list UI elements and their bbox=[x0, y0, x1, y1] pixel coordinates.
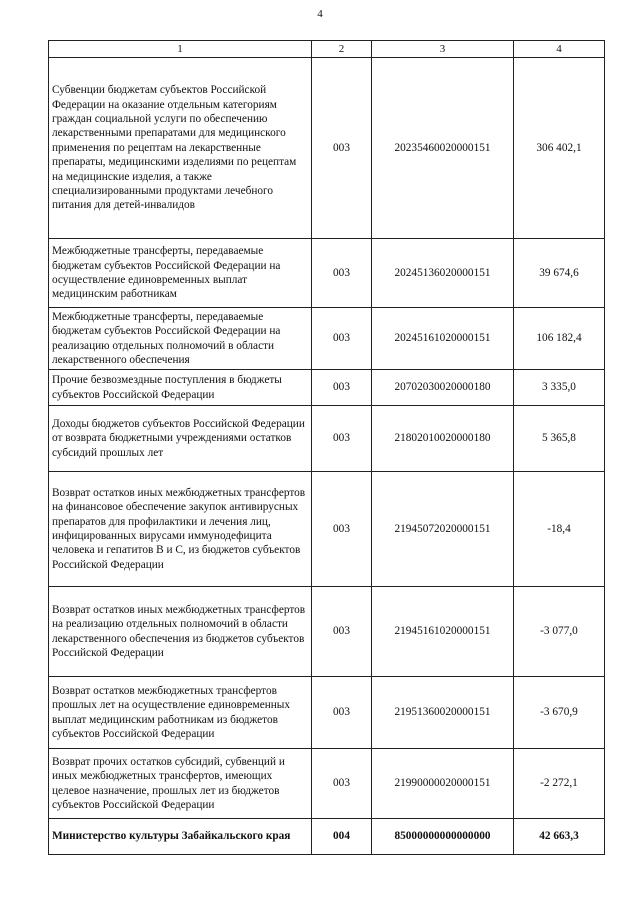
table-row bbox=[49, 749, 605, 819]
row-description: Возврат прочих остатков субсидий, субвенций и иных межбюджетных трансфертов, имеющих целевое назначение, прошлых лет из бюджетов субъектов Российской Федерации bbox=[49, 749, 312, 819]
row-code: 003 bbox=[312, 587, 372, 677]
row-kbk: 20245161020000151 bbox=[372, 308, 514, 370]
row-code: 003 bbox=[312, 749, 372, 819]
row-kbk: 20245136020000151 bbox=[372, 239, 514, 308]
row-amount: -3 670,9 bbox=[514, 677, 605, 749]
row-description: Межбюджетные трансферты, передаваемые бюджетам субъектов Российской Федерации на реализацию отдельных полномочий в области лекарственного обеспечения bbox=[49, 308, 312, 370]
total-code: 004 bbox=[312, 819, 372, 855]
table-row bbox=[49, 406, 605, 472]
row-amount: 3 335,0 bbox=[514, 370, 605, 406]
row-kbk: 21990000020000151 bbox=[372, 749, 514, 819]
total-row bbox=[49, 819, 605, 855]
row-description: Субвенции бюджетам субъектов Российской Федерации на оказание отдельным категориям граждан социальной услуги по обеспечению лекарственными препаратами для медицинского применения по рецептам на лекарственные препараты, медицинскими изделиями по рецептам на медицинские изделия, а также специализированными продуктами лечебного питания для детей-инвалидов bbox=[49, 58, 312, 239]
row-code: 003 bbox=[312, 472, 372, 587]
column-header-2: 2 bbox=[312, 41, 372, 58]
row-description: Возврат остатков иных межбюджетных трансфертов на финансовое обеспечение закупок антивирусных препаратов для профилактики и лечения лиц, инфицированных вирусами иммунодефицита человека и гепатитов B и C, из бюджетов субъектов Российской Федерации bbox=[49, 472, 312, 587]
row-amount: 106 182,4 bbox=[514, 308, 605, 370]
row-kbk: 21945072020000151 bbox=[372, 472, 514, 587]
row-kbk: 21945161020000151 bbox=[372, 587, 514, 677]
row-kbk: 21951360020000151 bbox=[372, 677, 514, 749]
table-row bbox=[49, 677, 605, 749]
row-amount: 39 674,6 bbox=[514, 239, 605, 308]
row-kbk: 20235460020000151 bbox=[372, 58, 514, 239]
row-code: 003 bbox=[312, 58, 372, 239]
table-header-row bbox=[49, 41, 605, 58]
table-row bbox=[49, 58, 605, 239]
column-header-4: 4 bbox=[514, 41, 605, 58]
row-code: 003 bbox=[312, 239, 372, 308]
row-amount: -3 077,0 bbox=[514, 587, 605, 677]
total-description: Министерство культуры Забайкальского края bbox=[49, 819, 312, 855]
row-description: Межбюджетные трансферты, передаваемые бюджетам субъектов Российской Федерации на осуществление единовременных выплат медицинским работникам bbox=[49, 239, 312, 308]
table-row bbox=[49, 472, 605, 587]
row-kbk: 20702030020000180 bbox=[372, 370, 514, 406]
page-number: 4 bbox=[317, 8, 323, 20]
row-description: Возврат остатков иных межбюджетных трансфертов на реализацию отдельных полномочий в области лекарственного обеспечения из бюджетов субъектов Российской Федерации bbox=[49, 587, 312, 677]
total-kbk: 85000000000000000 bbox=[372, 819, 514, 855]
row-amount: 306 402,1 bbox=[514, 58, 605, 239]
row-code: 003 bbox=[312, 308, 372, 370]
table-row bbox=[49, 239, 605, 308]
row-description: Доходы бюджетов субъектов Российской Федерации от возврата бюджетными учреждениями остатков субсидий прошлых лет bbox=[49, 406, 312, 472]
row-description: Возврат остатков межбюджетных трансфертов прошлых лет на осуществление единовременных выплат медицинским работникам из бюджетов субъектов Российской Федерации bbox=[49, 677, 312, 749]
table-row bbox=[49, 587, 605, 677]
column-header-1: 1 bbox=[49, 41, 312, 58]
table-row bbox=[49, 308, 605, 370]
column-header-3: 3 bbox=[372, 41, 514, 58]
budget-table bbox=[48, 40, 605, 855]
row-amount: -18,4 bbox=[514, 472, 605, 587]
row-amount: -2 272,1 bbox=[514, 749, 605, 819]
total-amount: 42 663,3 bbox=[514, 819, 605, 855]
row-amount: 5 365,8 bbox=[514, 406, 605, 472]
row-description: Прочие безвозмездные поступления в бюджеты субъектов Российской Федерации bbox=[49, 370, 312, 406]
row-kbk: 21802010020000180 bbox=[372, 406, 514, 472]
table-row bbox=[49, 370, 605, 406]
row-code: 003 bbox=[312, 677, 372, 749]
row-code: 003 bbox=[312, 406, 372, 472]
row-code: 003 bbox=[312, 370, 372, 406]
